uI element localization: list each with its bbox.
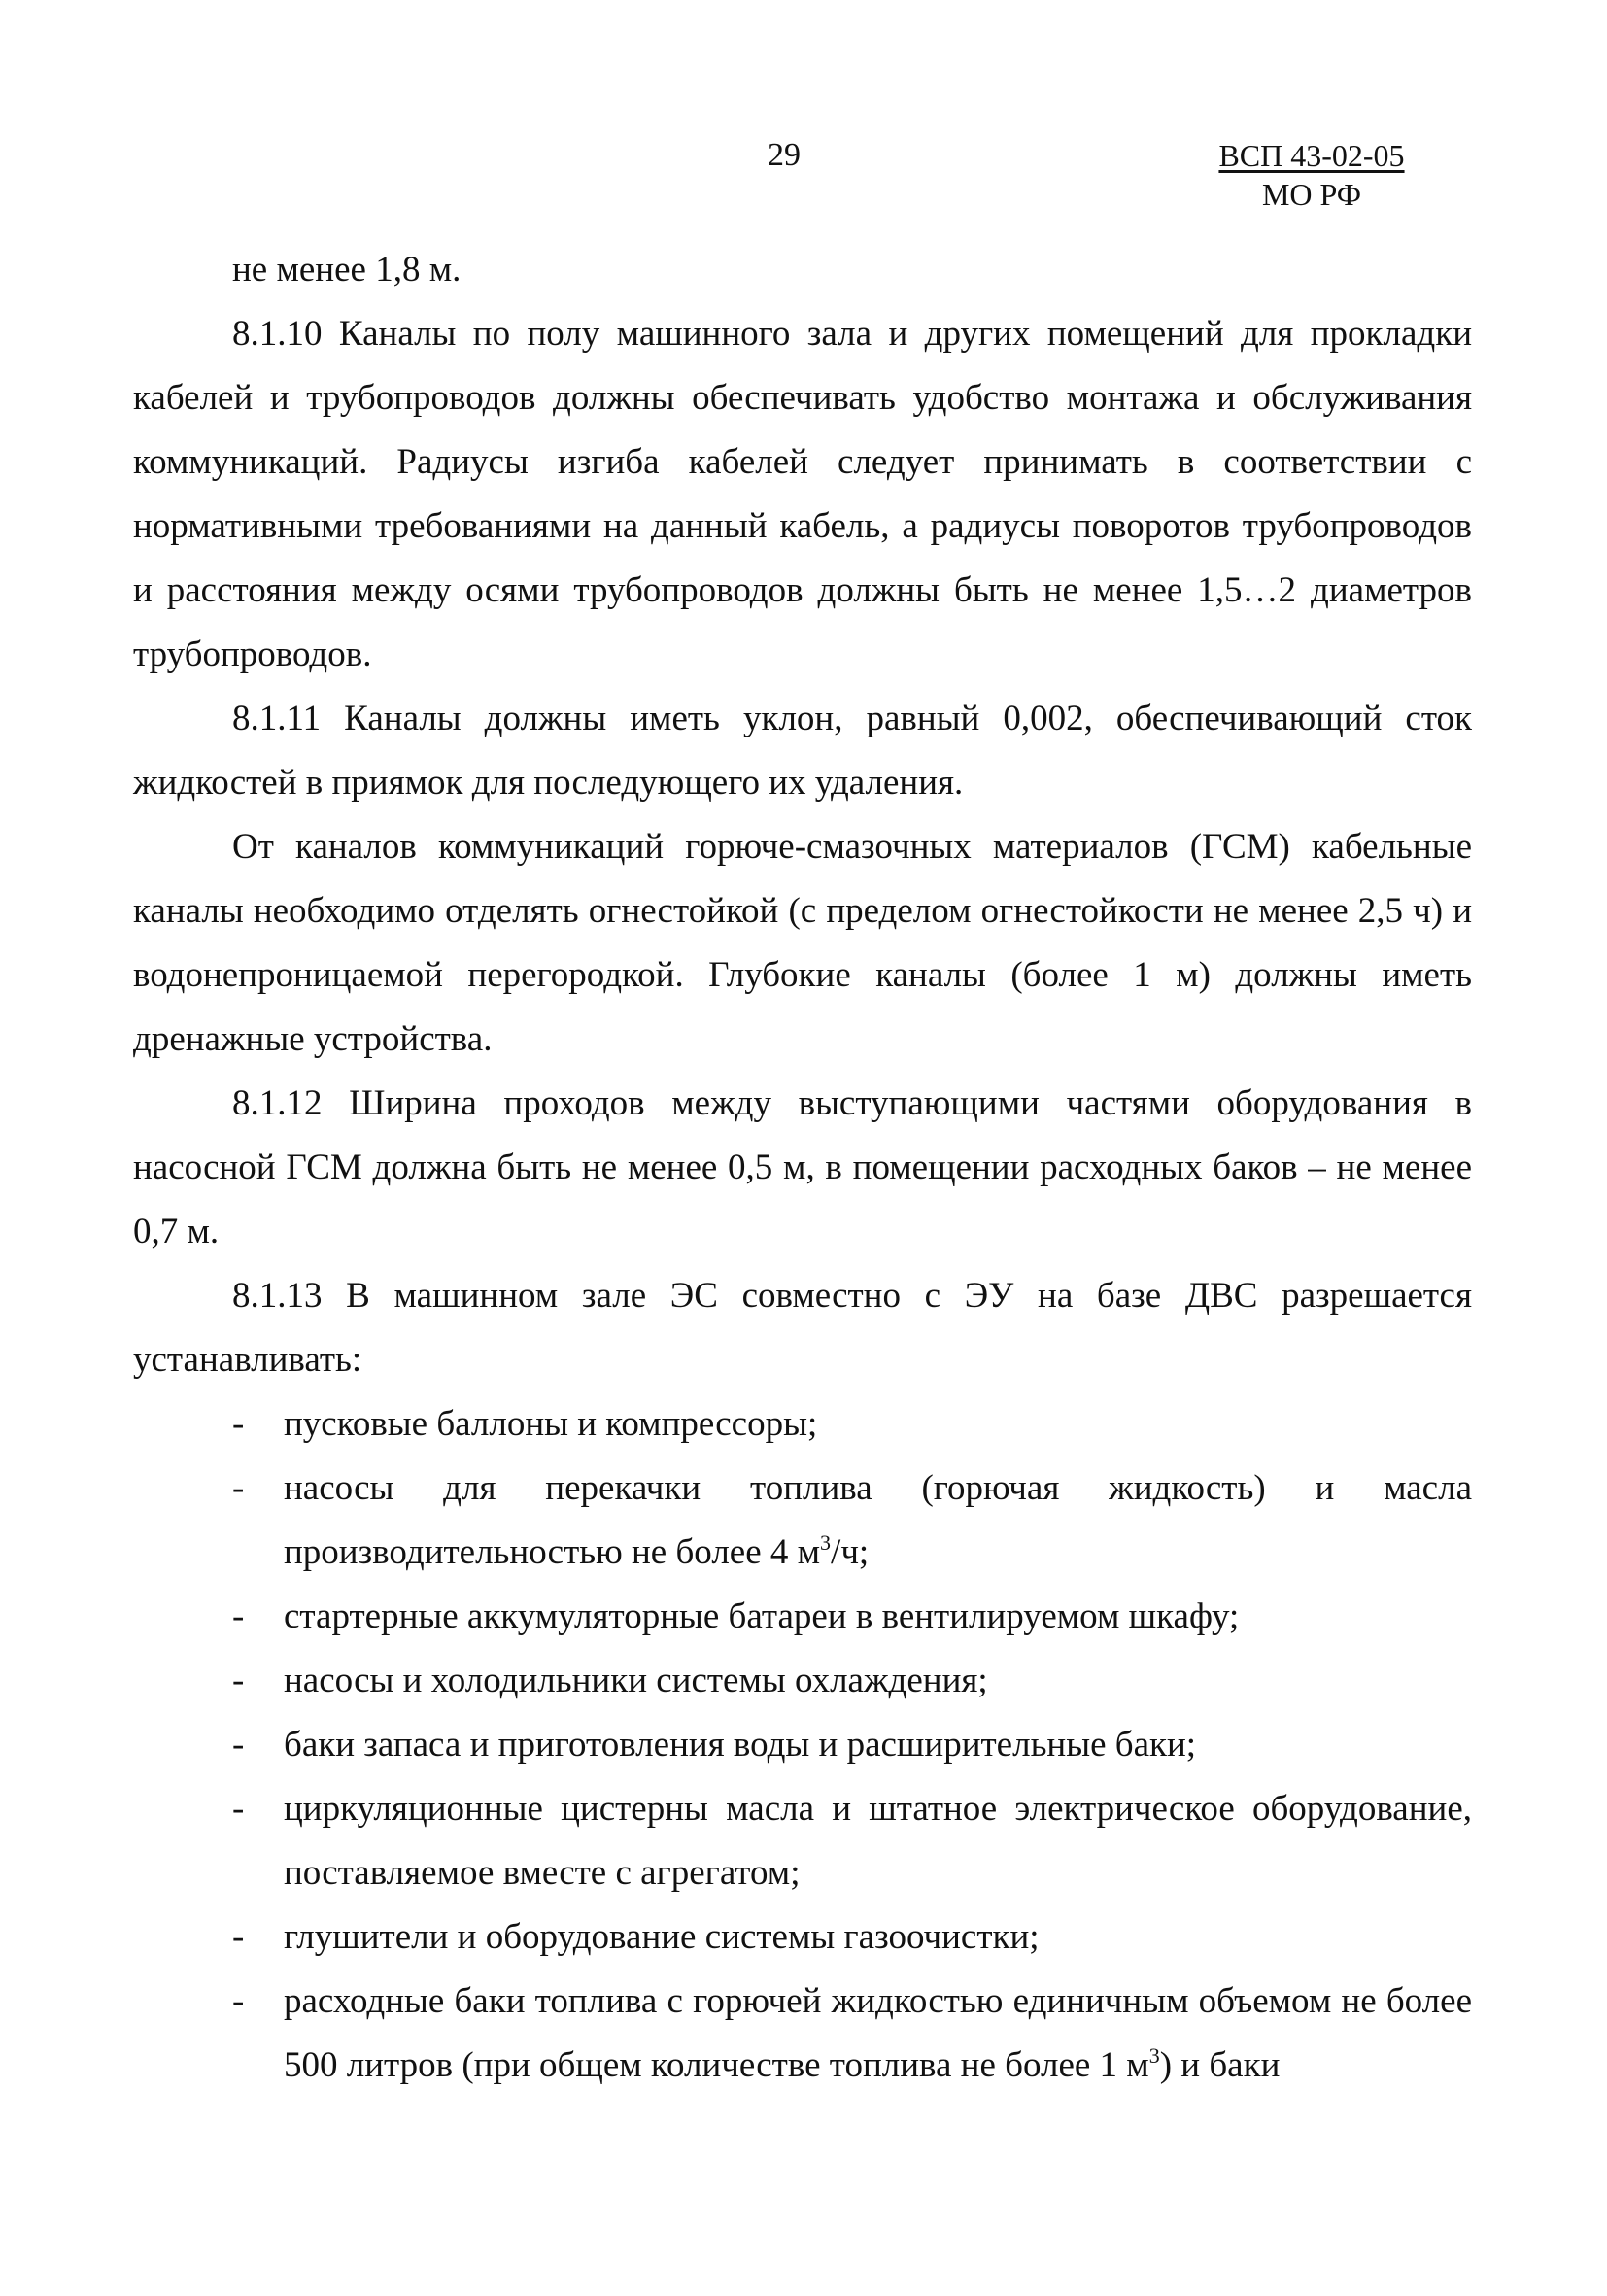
- list-item: [133, 1585, 1472, 1649]
- list-item: [133, 1970, 1472, 2098]
- page-number: 29: [768, 137, 801, 173]
- equipment-list: [133, 1392, 1472, 2098]
- body-text: [133, 238, 1472, 2098]
- list-item: [133, 1713, 1472, 1777]
- list-item-text: глушители и оборудование системы газоочистки;: [284, 1917, 1040, 1957]
- list-item: [133, 1649, 1472, 1713]
- list-item: [133, 1456, 1472, 1585]
- list-dash: -: [232, 1661, 245, 1700]
- list-item-text-end: /ч;: [831, 1532, 870, 1572]
- paragraph-fuel-channels: От каналов коммуникаций горюче-смазочных материалов (ГСМ) кабельные каналы необходимо отделять огнестойкой (с пределом огнестойкости не менее 2,5 ч) и водонепроницаемой перегородкой. Глубокие каналы (более 1 м) должны иметь дренажные устройства.: [133, 827, 1472, 1059]
- list-dash: -: [232, 1789, 245, 1829]
- list-item-text: пусковые баллоны и компрессоры;: [284, 1404, 818, 1444]
- list-dash: -: [232, 1468, 245, 1508]
- superscript: 3: [820, 1530, 832, 1555]
- list-item: [133, 1777, 1472, 1905]
- list-dash: -: [232, 1404, 245, 1444]
- list-item: [133, 1392, 1472, 1456]
- clause-8-1-11: 8.1.11 Каналы должны иметь уклон, равный 0,002, обеспечивающий сток жидкостей в приямок для последующего их удаления.: [133, 699, 1472, 803]
- list-item-text: стартерные аккумуляторные батареи в вентилируемом шкафу;: [284, 1596, 1240, 1636]
- list-item-text: баки запаса и приготовления воды и расширительные баки;: [284, 1725, 1197, 1765]
- list-item: [133, 1905, 1472, 1970]
- list-item-text: циркуляционные цистерны масла и штатное электрическое оборудование, поставляемое вместе с агрегатом;: [284, 1789, 1472, 1893]
- superscript: 3: [1148, 2043, 1160, 2068]
- document-code: ВСП 43-02-05: [1218, 138, 1405, 173]
- organization-code: МО РФ: [1261, 177, 1362, 212]
- list-dash: -: [232, 1917, 245, 1957]
- list-dash: -: [232, 1981, 245, 2021]
- list-item-text: насосы для перекачки топлива (горючая жидкость) и масла производительностью не более 4 м: [284, 1468, 1472, 1572]
- list-item-text: расходные баки топлива с горючей жидкостью единичным объемом не более 500 литров (при общем количестве топлива не более 1 м: [284, 1981, 1472, 2085]
- list-item-text-end: ) и баки: [1159, 2045, 1281, 2085]
- list-item-text: насосы и холодильники системы охлаждения;: [284, 1661, 988, 1700]
- list-dash: -: [232, 1725, 245, 1765]
- document-code-block: [1200, 136, 1423, 214]
- clause-8-1-10: 8.1.10 Каналы по полу машинного зала и других помещений для прокладки кабелей и трубопроводов должны обеспечивать удобство монтажа и обслуживания коммуникаций. Радиусы изгиба кабелей следует принимать в соответствии с нормативными требованиями на данный кабель, а радиусы поворотов трубопроводов и расстояния между осями трубопроводов должны быть не менее 1,5…2 диаметров трубопроводов.: [133, 314, 1472, 674]
- list-dash: -: [232, 1596, 245, 1636]
- paragraph-continuation: не менее 1,8 м.: [232, 250, 462, 290]
- clause-8-1-12: 8.1.12 Ширина проходов между выступающими частями оборудования в насосной ГСМ должна быть не менее 0,5 м, в помещении расходных баков – не менее 0,7 м.: [133, 1083, 1472, 1251]
- clause-8-1-13: 8.1.13 В машинном зале ЭС совместно с ЭУ на базе ДВС разрешается устанавливать:: [133, 1276, 1472, 1380]
